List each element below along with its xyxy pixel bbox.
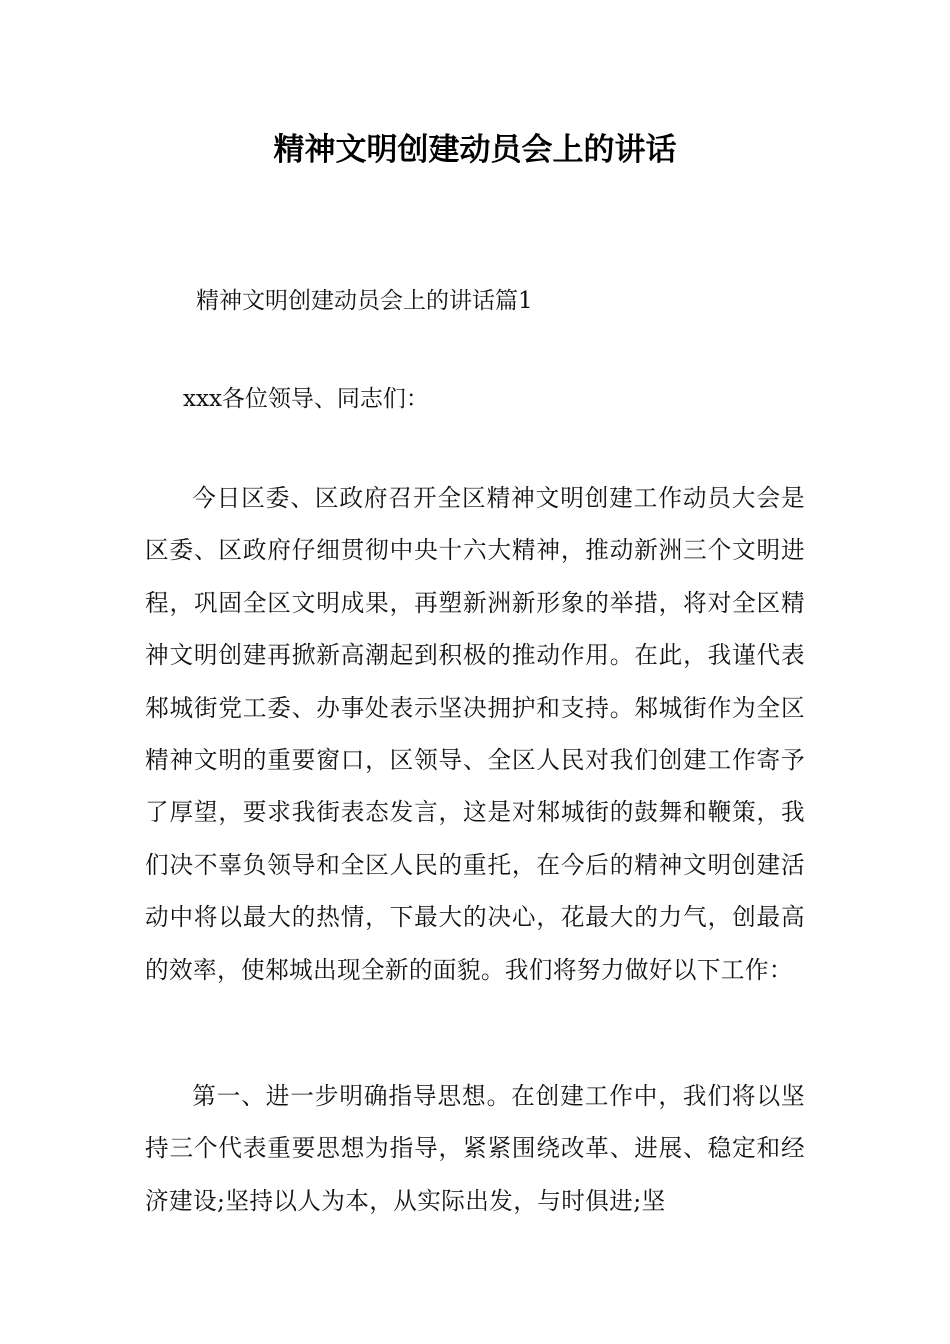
salutation: xxx各位领导、同志们：	[183, 386, 429, 412]
document-title: 精神文明创建动员会上的讲话	[273, 132, 677, 168]
body-paragraph-1: 今日区委、区政府召开全区精神文明创建工作动员大会是区委、区政府仔细贯彻中央十六大精神，推动新洲三个文明进程，巩固全区文明成果，再塑新洲新形象的举措，将对全区精神文明创建再掀新高潮起到积极的推动作用。在此，我谨代表邾城街党工委、办事处表示坚决拥护和支持。邾城街作为全区精神文明的重要窗口，区领导、全区人民对我们创建工作寄予了厚望，要求我街表态发言，这是对邾城街的鼓舞和鞭策，我们决不辜负领导和全区人民的重托，在今后的精神文明创建活动中将以最大的热情，下最大的决心，花最大的力气，创最高的效率，使邾城出现全新的面貌。我们将努力做好以下工作：	[145, 484, 805, 984]
section-heading: 精神文明创建动员会上的讲话篇1	[196, 288, 533, 314]
body-paragraph-2: 第一、进一步明确指导思想。在创建工作中，我们将以坚持三个代表重要思想为指导，紧紧围绕改革、进展、稳定和经济建设;坚持以人为本，从实际出发，与时俱进;坚	[145, 1082, 805, 1215]
